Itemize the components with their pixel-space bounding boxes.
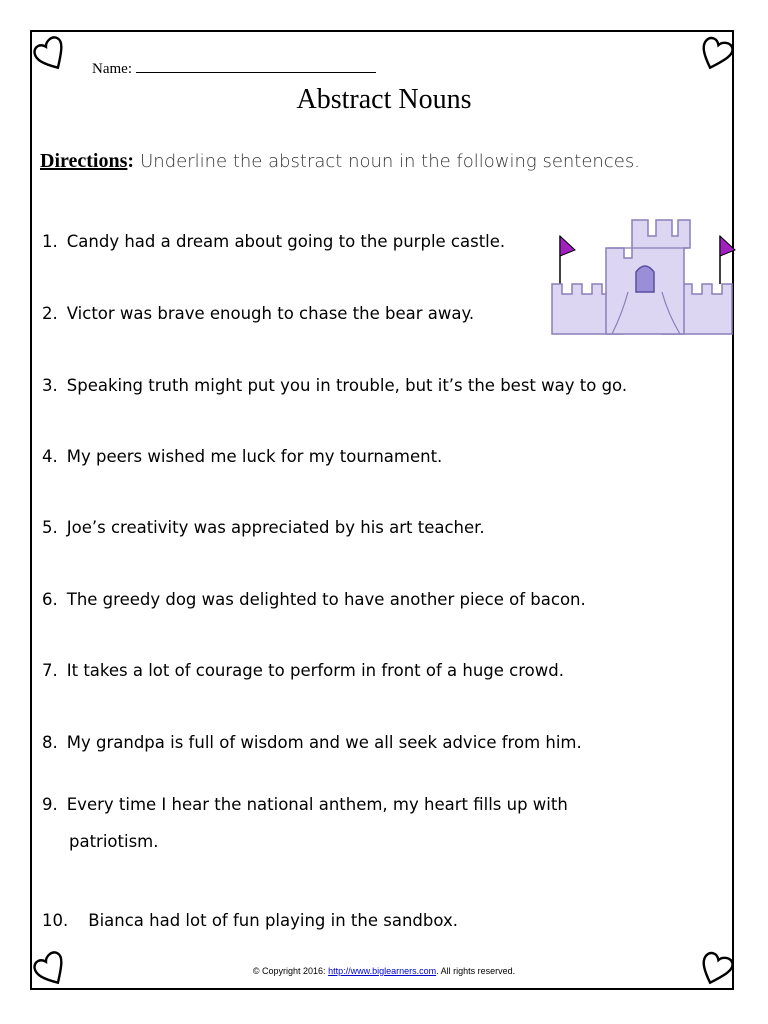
list-item: 6. The greedy dog was delighted to have another piece of bacon. [42,590,586,609]
sentence-text: My grandpa is full of wisdom and we all seek advice from him. [66,733,582,752]
heart-icon [33,36,71,74]
directions-label: Directions [40,150,128,172]
directions-text: Underline the abstract noun in the following sentences. [140,151,640,172]
list-item: 3. Speaking truth might put you in trouble, but it’s the best way to go. [42,376,628,395]
copyright-text: © Copyright 2016: [252,966,326,976]
list-item: 9. Every time I hear the national anthem, my heart fills up with patriotism. [42,786,568,860]
list-item: 5. Joe’s creativity was appreciated by his art teacher. [42,518,485,537]
sentence-text: Every time I hear the national anthem, my heart fills up with [66,795,568,814]
list-item: 1. Candy had a dream about going to the purple castle. [42,232,506,251]
list-item: 4. My peers wished me luck for my tournament. [42,447,443,466]
list-item: 7. It takes a lot of courage to perform in front of a huge crowd. [42,661,564,680]
sentence-text: My peers wished me luck for my tournament. [66,447,443,466]
name-blank-line[interactable] [136,58,376,73]
list-item: 10. Bianca had lot of fun playing in the sandbox. [42,911,458,930]
sentence-text-continued: patriotism. [69,832,159,851]
directions: Directions: Underline the abstract noun in the following sentences. [40,150,640,172]
sentence-text: Bianca had lot of fun playing in the sandbox. [88,911,458,930]
heart-icon [697,36,735,74]
rights-text: . All rights reserved. [436,966,516,976]
sentence-text: Speaking truth might put you in trouble, but it’s the best way to go. [66,376,628,395]
castle-illustration [548,214,736,338]
website-link[interactable]: http://www.biglearners.com [328,966,437,976]
sentence-text: Candy had a dream about going to the purple castle. [66,232,506,251]
page-title: Abstract Nouns [296,84,472,115]
list-item: 8. My grandpa is full of wisdom and we all seek advice from him. [42,733,582,752]
list-item: 2. Victor was brave enough to chase the bear away. [42,304,475,323]
copyright-footer [0,966,768,976]
sentence-text: It takes a lot of courage to perform in front of a huge crowd. [66,661,564,680]
sentence-text: Victor was brave enough to chase the bear away. [66,304,475,323]
name-field [92,58,376,78]
name-label: Name: [92,61,132,77]
sentence-text: Joe’s creativity was appreciated by his art teacher. [66,518,485,537]
sentence-text: The greedy dog was delighted to have another piece of bacon. [66,590,586,609]
